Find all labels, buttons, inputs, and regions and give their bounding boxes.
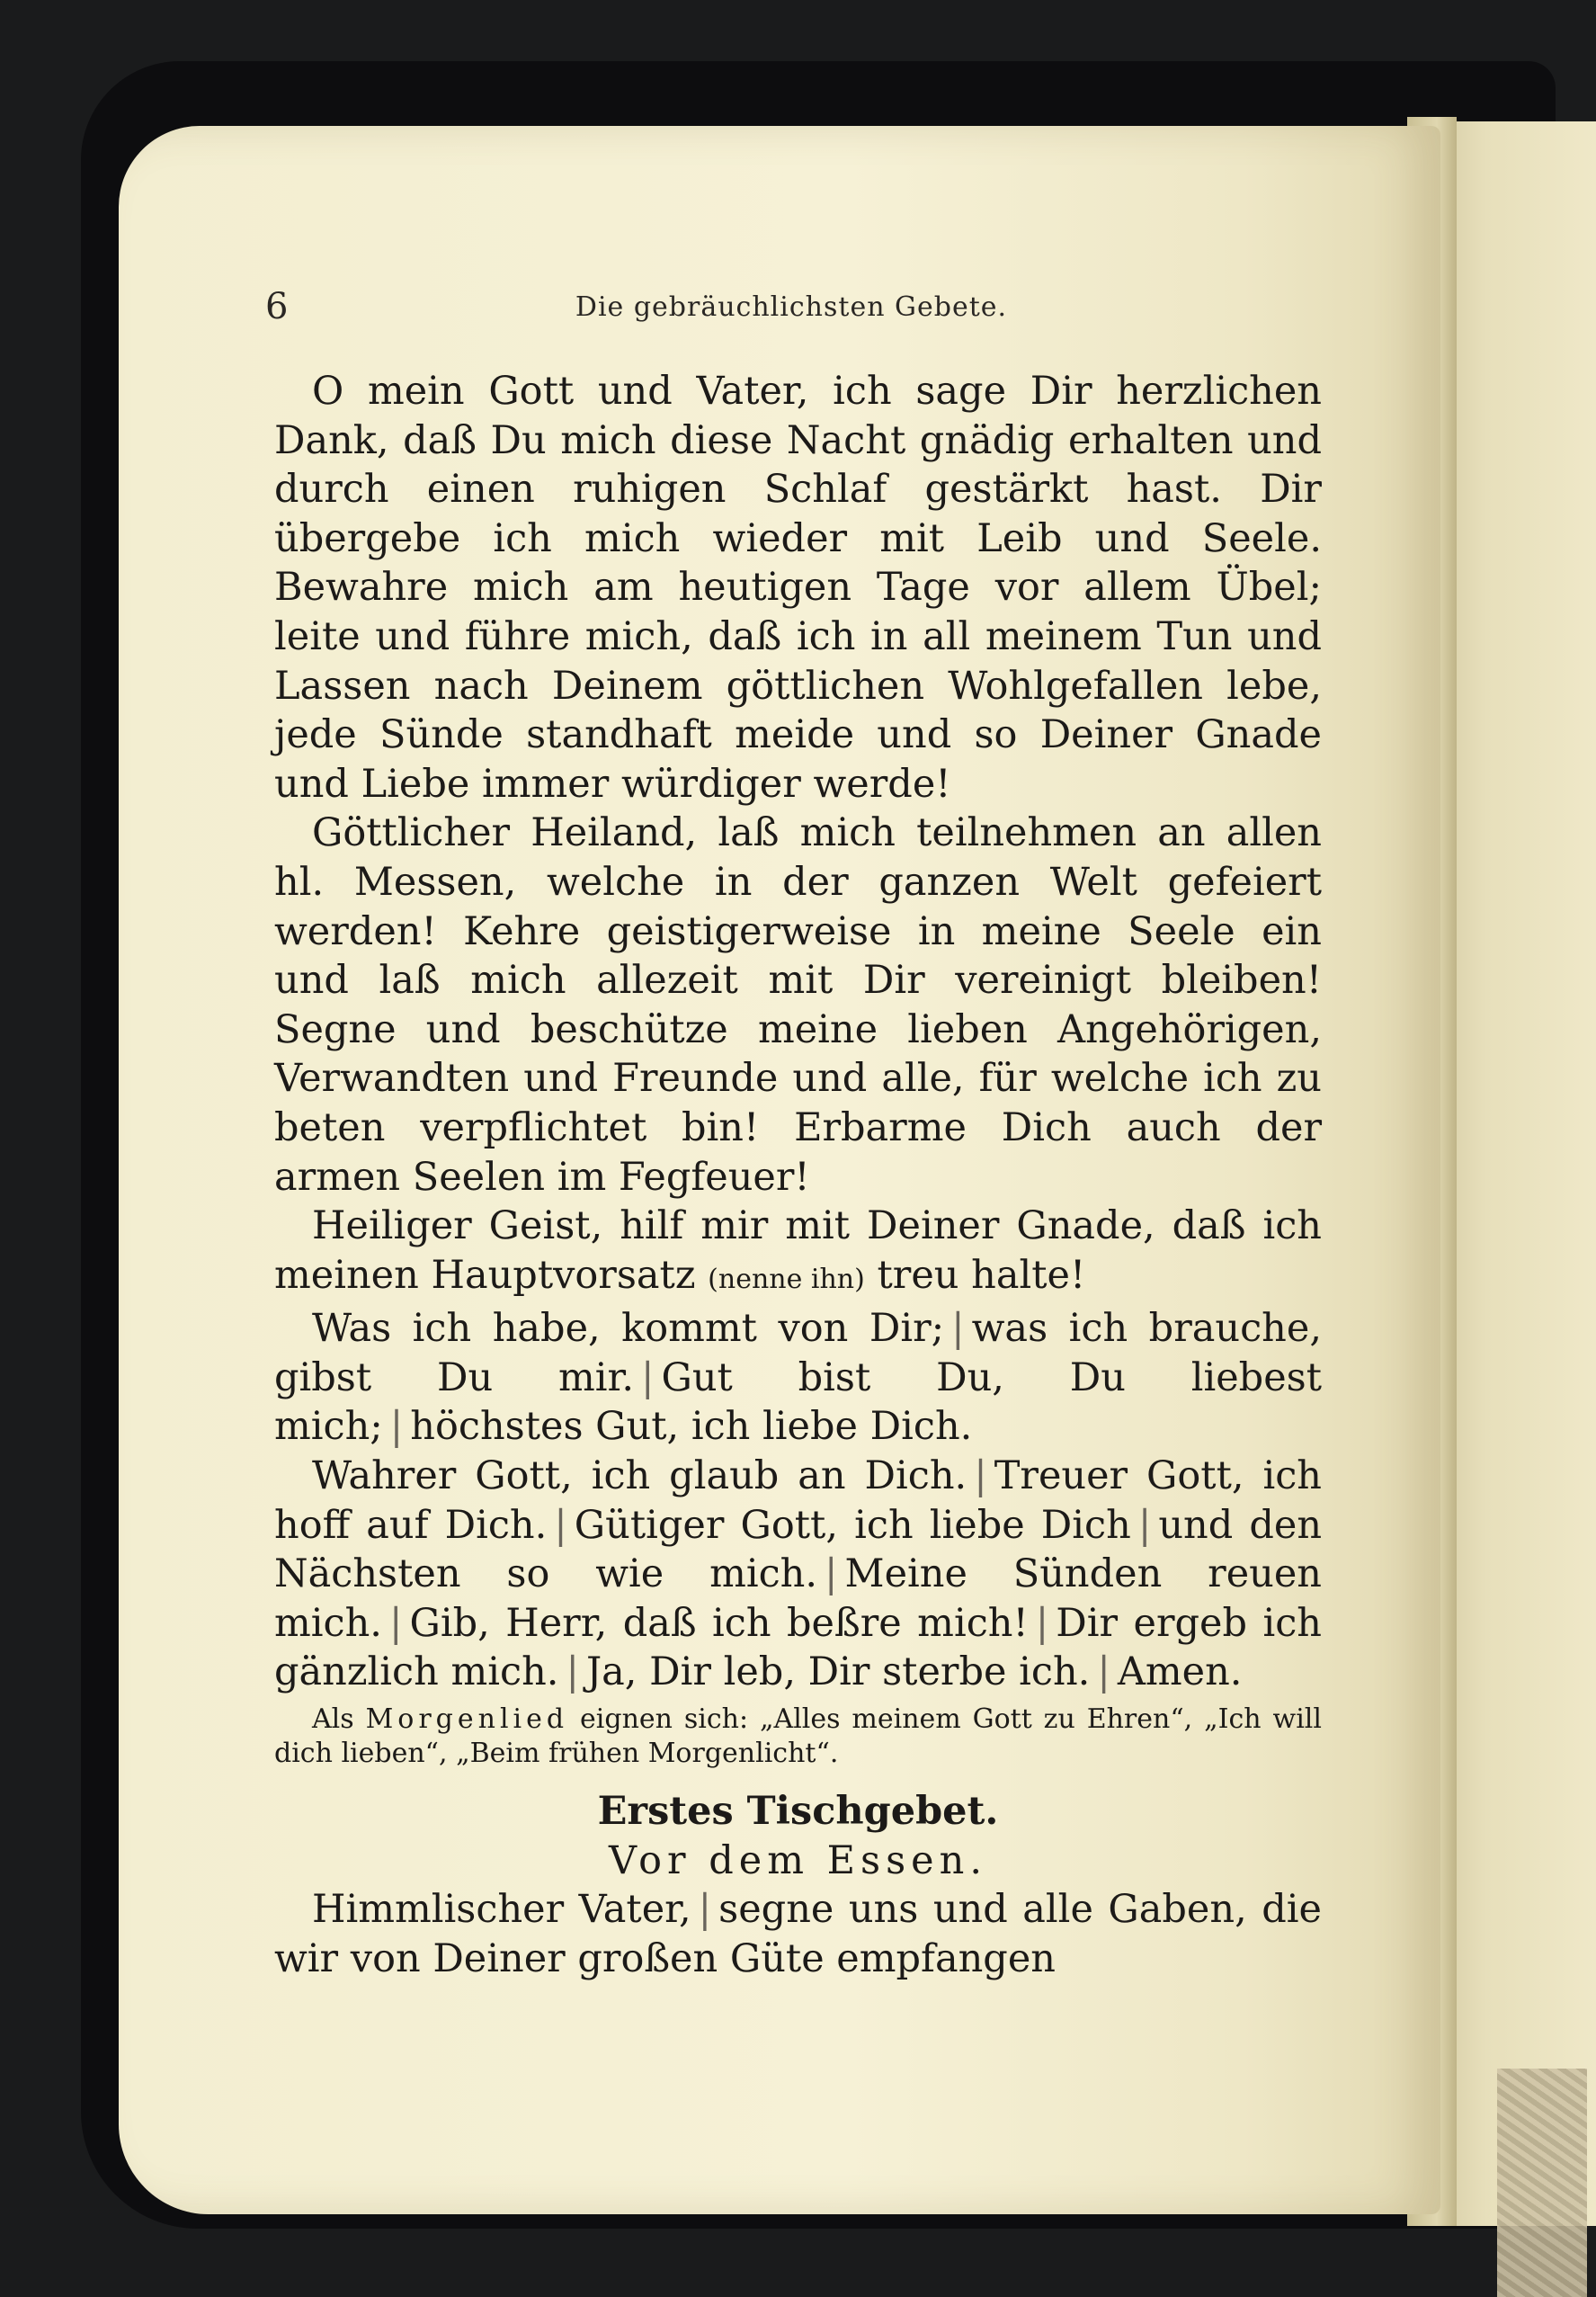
bookmark-ribbon <box>1497 2069 1587 2297</box>
page-number: 6 <box>265 286 289 327</box>
paragraph-savior: Göttlicher Heiland, laß mich teilnehmen an allen hl. Messen, welche in der ganzen Welt gefeiert werden! Kehre geistigerweise in meine Seele ein und laß mich allezeit mit Dir vereinigt bleiben! Segne und beschütze meine lieben Angehörigen, Verwandten und Freunde und alle, für welche ich zu beten verpflichtet bin! Erbarme Dich auch der armen Seelen im Fegfeuer! <box>274 810 1322 1200</box>
verse-line: Gib, Herr, daß ich beßre mich! <box>409 1600 1029 1646</box>
section-heading: Erstes Tischgebet. <box>597 1789 999 1835</box>
verse-separator: | <box>554 1502 567 1548</box>
verse-line: Gütiger Gott, ich liebe Dich <box>574 1502 1131 1548</box>
verse-separator: | <box>388 1600 403 1646</box>
verse-separator: | <box>825 1551 838 1597</box>
verse-separator: | <box>1097 1649 1110 1695</box>
verse-line: Was ich habe, kommt von Dir; <box>312 1306 945 1352</box>
verse-line: Amen. <box>1117 1649 1243 1695</box>
verse-line: Wahrer Gott, ich glaub an Dich. <box>312 1453 967 1499</box>
verse-separator: | <box>1137 1502 1152 1548</box>
verse-separator: | <box>951 1306 965 1352</box>
verse-line: Dir ergeb ich gänzlich mich. <box>274 1600 1322 1695</box>
page-header <box>265 286 1317 331</box>
verse-line: Ja, Dir leb, Dir sterbe ich. <box>585 1649 1091 1695</box>
p3-paren: (nenne ihn) <box>708 1263 865 1295</box>
verse-separator: | <box>974 1453 987 1499</box>
p3-before: Heiliger Geist, hilf mir mit Deiner Gnade, daß ich meinen Hauptvorsatz <box>274 1203 1322 1298</box>
note-spaced: Morgenlied <box>365 1703 569 1736</box>
verse-line: Himmlischer Vater, <box>312 1887 691 1933</box>
body-text <box>274 367 1322 1983</box>
verse-line: höchstes Gut, ich liebe Dich. <box>410 1404 973 1450</box>
verse-line: was ich brauche, gibst Du mir. <box>274 1306 1322 1400</box>
note-lead: Als <box>312 1703 354 1736</box>
verse-line: Gut bist Du, Du liebest mich; <box>274 1354 1323 1450</box>
section-subheading: Vor dem Essen. <box>609 1837 987 1883</box>
verse-separator: | <box>641 1354 655 1400</box>
verse-separator: | <box>1035 1600 1049 1646</box>
verse-separator: | <box>566 1649 579 1695</box>
verse-line: und den Nächsten so wie mich. <box>274 1502 1323 1597</box>
p3-after: treu halte! <box>877 1252 1086 1298</box>
verse-separator: | <box>698 1887 712 1933</box>
facing-page <box>1439 121 1596 2226</box>
paragraph-verse-1 <box>274 1304 1322 1452</box>
paragraph-holy-spirit <box>274 1202 1322 1304</box>
paragraph-morning-thanks: O mein Gott und Vater, ich sage Dir herzlichen Dank, daß Du mich diese Nacht gnädig erhalten und durch einen ruhigen Schlaf gestärkt hast. Dir übergebe ich mich wieder mit Leib und Seele. Bewahre mich am heutigen Tage vor allem Übel; leite und führe mich, daß ich in all meinem Tun und Lassen nach Deinem göttlichen Wohlgefallen lebe, jede Sünde standhaft meide und so Deiner Gnade und Liebe immer würdiger werde! <box>274 369 1322 807</box>
paragraph-grace <box>274 1885 1322 1983</box>
verse-line: Treuer Gott, ich hoff auf Dich. <box>274 1453 1322 1548</box>
morning-hymn-note <box>274 1703 1322 1771</box>
paragraph-verse-2 <box>274 1452 1322 1697</box>
verse-line: Meine Sünden reuen mich. <box>274 1551 1322 1646</box>
running-head: Die gebräuchlichsten Gebete. <box>575 291 1008 323</box>
note-rest: eignen sich: „Alles meinem Gott zu Ehren“, „Ich will dich lieben“, „Beim frühen Morgenlicht“. <box>274 1703 1322 1770</box>
verse-line: segne uns und alle Gaben, die wir von Deiner großen Güte empfangen <box>274 1887 1322 1981</box>
verse-separator: | <box>389 1404 404 1450</box>
